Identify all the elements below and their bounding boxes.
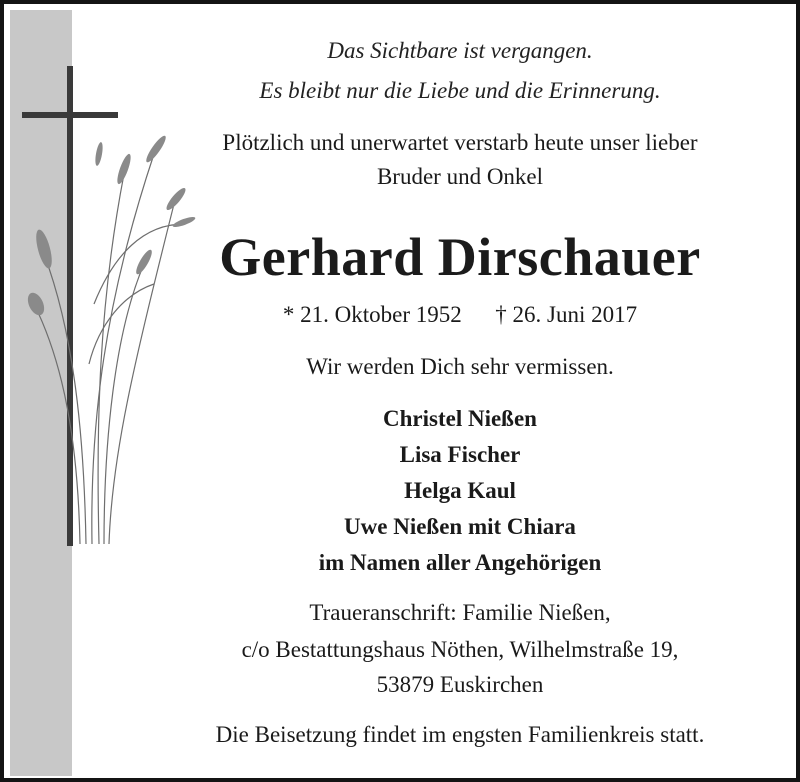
mourner-4: Uwe Nießen mit Chiara [344, 514, 576, 539]
life-dates [124, 302, 796, 328]
death-date: † 26. Juni 2017 [495, 302, 638, 327]
motto-line-2: Es bleibt nur die Liebe und die Erinnerung. [259, 78, 661, 103]
birth-date: * 21. Oktober 1952 [282, 302, 462, 327]
address-line-2: c/o Bestattungshaus Nöthen, Wilhelmstraße 19, [241, 637, 679, 662]
mourner-2: Lisa Fischer [399, 442, 521, 467]
burial-note: Die Beisetzung findet im engsten Familienkreis statt. [215, 722, 705, 747]
address-line-1: Traueranschrift: Familie Nießen, [309, 600, 611, 625]
farewell-line: Wir werden Dich sehr vermissen. [306, 354, 614, 379]
cross-vertical-beam [67, 66, 73, 546]
mourner-1: Christel Nießen [383, 406, 537, 431]
intro-line-1: Plötzlich und unerwartet verstarb heute unser lieber [222, 130, 698, 155]
motto-line-1: Das Sichtbare ist vergangen. [327, 38, 593, 63]
cross-horizontal-beam [22, 112, 118, 118]
intro-line-2: Bruder und Onkel [376, 164, 544, 189]
mourner-5: im Namen aller Angehörigen [318, 550, 602, 575]
deceased-name: Gerhard Dirschauer [219, 227, 701, 287]
mourner-3: Helga Kaul [404, 478, 516, 503]
address-line-3: 53879 Euskirchen [376, 672, 544, 697]
